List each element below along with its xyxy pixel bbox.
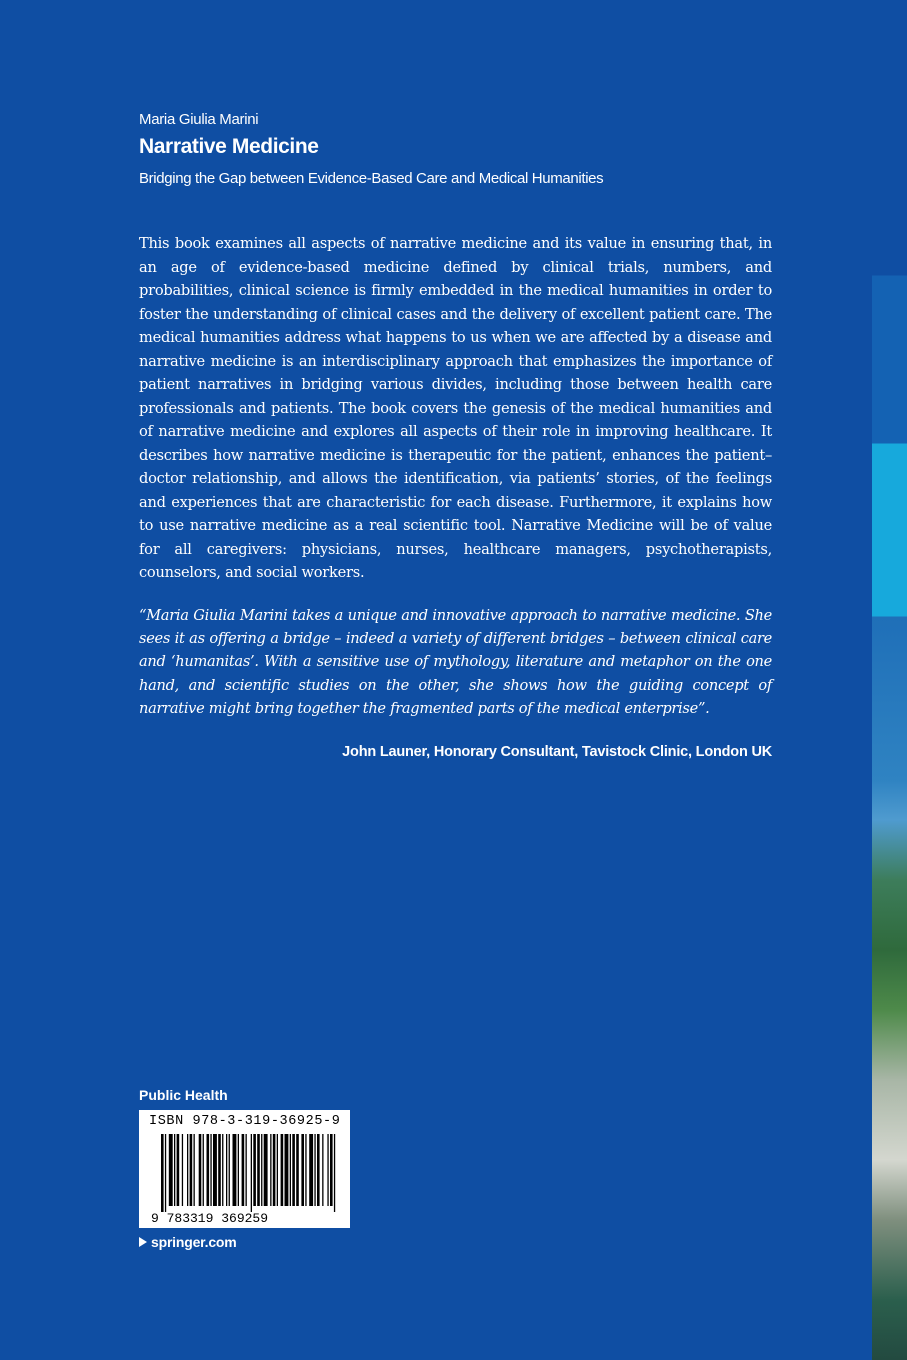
barcode-bar [194,1134,195,1206]
publisher-website-label: springer.com [151,1234,237,1250]
subject-category: Public Health [139,1087,228,1103]
barcode-bar [264,1134,268,1206]
barcode-bar [203,1134,204,1206]
barcode-bar [273,1134,276,1206]
barcode-bar [182,1134,183,1206]
barcode-bar [257,1134,260,1206]
publisher-website[interactable] [139,1234,237,1250]
barcode-bar [222,1134,223,1206]
author-name: Maria Giulia Marini [139,111,259,128]
barcode-bar [233,1134,237,1206]
barcode-bar [251,1134,252,1212]
barcode-bar [169,1134,173,1206]
barcode-bar [327,1134,328,1206]
barcode-bar [174,1134,175,1206]
barcode-bars [139,1110,350,1228]
barcode-bar [285,1134,289,1206]
book-description: This book examines all aspects of narrative medicine and its value in ensuring that, in an age of evidence-based medicine defined by clinical trials, numbers, and probabilities, clinical science is firmly embedded in the medical humanities in order to foster the understanding of clinical cases and the delivery of excellent patient care. The medical humanities address what happens to us when we are affected by a disease and narrative medicine is an interdisciplinary approach that emphasizes the importance of patient narratives in bridging various divides, including those between health care professionals and patients. The book covers the genesis of the medical humanities and of narrative medicine and explores all aspects of their role in improving healthcare. It describes how narrative medicine is therapeutic for the patient, enhances the patient–doctor relationship, and allows the identification, via patients’ stories, of the feelings and experiences that are characteristic for each disease. Furthermore, it explains how to use narrative medicine as a real scientific tool. Narrative Medicine will be of value for all caregivers: physicians, nurses, healthcare managers, psychotherapists, counselors, and social workers. [139,235,772,581]
barcode-bar [229,1134,230,1206]
barcode-bar [207,1134,210,1206]
barcode-bar [322,1134,323,1206]
cover-image-strip [872,0,907,1360]
barcode-bar [305,1134,306,1206]
barcode-bar [210,1134,211,1206]
play-arrow-icon [139,1237,147,1247]
barcode-bar [161,1134,164,1212]
barcode-bar [317,1134,320,1206]
barcode-bar [270,1134,271,1206]
barcode-bar [296,1134,299,1206]
barcode-bar [190,1134,193,1206]
barcode-bar [199,1134,202,1206]
isbn-label: ISBN 978-3-319-36925-9 [149,1114,341,1129]
barcode-bar [281,1134,284,1206]
isbn-barcode [139,1110,350,1228]
barcode-digits: 9 783319 369259 [151,1211,269,1226]
barcode-bar [242,1134,245,1206]
barcode-bar [226,1134,227,1206]
barcode-bar [330,1134,333,1206]
barcode-bar [334,1134,335,1212]
barcode-bar [218,1134,221,1206]
barcode-bar [187,1134,188,1206]
barcode-bar [261,1134,262,1206]
endorsement-quote: “Maria Giulia Marini takes a unique and innovative approach to narrative medicine. She sees it as offering a bridge – indeed a variety of different bridges – between clinical care and ‘humanitas’. With a sensitive use of mythology, literature and metaphor on the one hand, and scientific studies on the other, she shows how the guiding concept of narrative might bring together the fragmented parts of the medical enterprise”. [139,607,772,717]
barcode-bar [238,1134,239,1206]
barcode-bar [290,1134,291,1206]
barcode-bar [277,1134,278,1206]
barcode-bar [177,1134,180,1206]
barcode-bar [301,1134,304,1206]
barcode-bar [246,1134,247,1206]
barcode-bar [292,1134,295,1206]
barcode-bar [309,1134,313,1206]
barcode-bar [314,1134,315,1206]
book-subtitle: Bridging the Gap between Evidence-Based Care and Medical Humanities [139,170,604,187]
barcode-bar [165,1134,166,1212]
endorsement-attribution: John Launer, Honorary Consultant, Tavistock Clinic, London UK [342,744,772,760]
book-title: Narrative Medicine [139,135,319,158]
barcode-bar [213,1134,217,1206]
barcode-bar [253,1134,256,1206]
